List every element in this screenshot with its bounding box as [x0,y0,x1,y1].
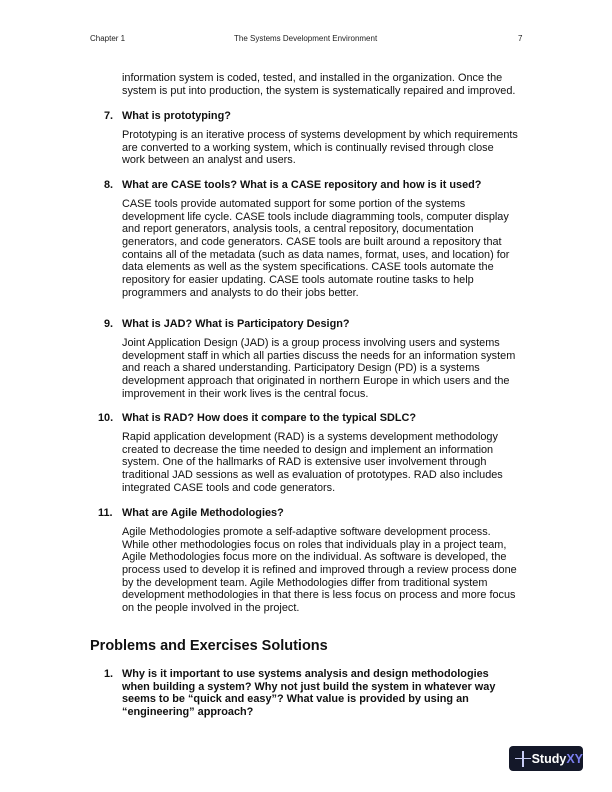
text-line: development staff in which all parties discuss the needs for an information system [122,349,516,362]
question-number: 11. [98,507,113,519]
brand-name: Study [531,751,567,766]
text-line: repository for easier updating. CASE tools automate routine tasks to help [122,274,474,287]
text-line: Agile Methodologies focus more on the individual. As software is developed, the [122,551,507,564]
text-line: information system is coded, tested, and installed in the organization. Once the [122,72,503,84]
text-line: on the people involved in the project. [122,602,300,615]
text-line: Rapid application development (RAD) is a systems development methodology [122,431,498,443]
text-line: “engineering” approach? [122,706,254,719]
page-number: 7 [518,34,523,43]
text-line: work between an analyst and users. [122,154,296,167]
question-heading: What is prototyping? [122,110,231,122]
text-line: contains all of the metadata (such as data names, format, uses, and location) for [122,248,510,261]
question-number: 8. [104,179,114,191]
text-line: Prototyping is an iterative process of systems development by which requirements [122,129,518,141]
text-line: Joint Application Design (JAD) is a group process involving users and systems [122,337,500,349]
text-line: are converted to a working system, which is continually revised through close [122,141,494,154]
question-heading: What are CASE tools? What is a CASE repository and how is it used? [122,179,482,191]
text-line: generators, and code generators. CASE tools are built around a repository that [122,236,502,249]
question-number: 10. [98,412,114,424]
question-heading: What is JAD? What is Participatory Design? [122,318,350,330]
text-line: by the development team. Agile Methodologies differ from traditional system [122,576,488,589]
text-line: programmers and analysts to do their jobs better. [122,286,359,299]
text-line: development life cycle. CASE tools include diagramming tools, computer display [122,210,509,223]
answer-paragraph [122,129,518,167]
section-heading: Problems and Exercises Solutions [90,638,328,654]
studyxy-badge[interactable] [509,746,583,771]
text-line: traditional JAD sessions as well as evaluation of prototypes. RAD also includes [122,469,503,482]
text-line: CASE tools provide automated support for some portion of the systems [122,198,466,210]
brand-accent: XY [566,751,583,766]
text-line: process used to develop it is refined and improved through a review process done [122,564,517,577]
text-line: data elements as well as the system specifications. CASE tools automate the [122,261,494,274]
text-line: Agile Methodologies promote a self-adaptive software development process. [122,526,491,538]
question-heading: What are Agile Methodologies? [122,507,284,519]
question-number: 9. [104,318,114,330]
answer-paragraph [122,198,509,300]
intro-paragraph [122,72,515,97]
question-number: 7. [104,110,114,122]
exercise-number: 1. [104,668,114,680]
answer-paragraph [122,526,517,615]
text-line: development approach that originated in northern Europe in which users and the [122,375,510,388]
text-line: Why is it important to use systems analysis and design methodologies [122,668,489,680]
text-line: and report generators, analysis tools, a central repository, documentation [122,223,474,236]
text-line: system is put into production, the system is systematically repaired and improved. [122,84,516,97]
text-line: when building a system? Why not just build the system in whatever way [122,680,496,693]
exercise-question [122,668,495,719]
answer-paragraph [122,431,503,494]
text-line: improvement in their work lives is the central focus. [122,387,369,400]
plus-icon [515,751,527,767]
text-line: While other methodologies focus on roles that individuals play in a project team, [122,538,507,551]
answer-paragraph [122,337,515,400]
text-line: seems to be “quick and easy”? What value is provided by using an [122,693,469,706]
header-title: The Systems Development Environment [234,34,378,43]
text-line: created to decrease the time needed to design and implement an information [122,443,494,456]
text-line: integrated CASE tools and code generators. [122,481,336,494]
text-line: development methodologies in that there is less focus on process and more focus [122,589,516,602]
header-chapter: Chapter 1 [90,34,126,43]
question-heading: What is RAD? How does it compare to the typical SDLC? [122,412,417,424]
text-line: and reach a shared understanding. Participatory Design (PD) is a systems [122,362,480,375]
text-line: system. One of the hallmarks of RAD is extensive user involvement through [122,456,487,469]
